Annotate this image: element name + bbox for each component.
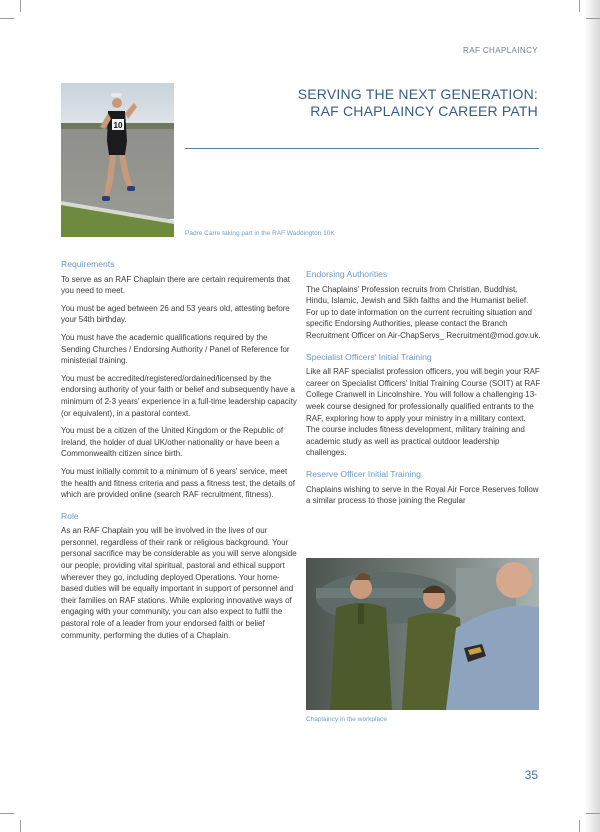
- crop-mark: [0, 813, 14, 814]
- runner-photo: [61, 83, 174, 237]
- bib-number: 10: [113, 121, 123, 130]
- page-title: [208, 86, 538, 120]
- crop-mark: [579, 0, 580, 12]
- crop-mark: [0, 18, 14, 19]
- requirements-paragraph: You must be aged between 26 and 53 years old, attesting before your 54th birthday.: [61, 303, 290, 325]
- crop-mark: [20, 0, 21, 12]
- requirements-paragraph: To serve as an RAF Chaplain there are certain requirements that you need to meet.: [61, 274, 291, 296]
- runner-photo-caption: Padre Carre taking part in the RAF Waddington 10K: [185, 230, 335, 237]
- reserve-paragraph: Chaplains wishing to serve in the Royal Air Force Reserves follow a similar process to those joining the Regular: [306, 484, 539, 506]
- specialist-heading: Specialist Officers' Initial Training: [306, 351, 432, 362]
- page-number: 35: [524, 768, 538, 782]
- right-column: [306, 269, 541, 513]
- requirements-paragraph: You must have the academic qualifications required by the Sending Churches / Endorsing Authority / Panel of Reference for ministerial training.: [61, 332, 290, 366]
- requirements-paragraph: You must be accredited/registered/ordained/licensed by the endorsing authority of your faith or belief and subsequently have a minimum of 2-3 years' experience in a full-time leadership capacity (or equivalent), in a pastoral context.: [61, 373, 297, 418]
- workplace-photo: [306, 558, 539, 710]
- page-title-line2: RAF CHAPLAINCY CAREER PATH: [310, 103, 538, 119]
- endorsing-heading: Endorsing Authorities: [306, 269, 388, 279]
- specialist-paragraph: Like all RAF specialist profession officers, you will begin your RAF career on Specialist Officers' Initial Training Course (SOIT) at RAF College Cranwell in Lincolnshire. You will follow a challenging 13-week course designed for professionally qualified entrants to the RAF, exploring how to apply your ministry in a military context. The course includes fitness development, military training and academic study as well as practical outdoor leadership challenges.: [306, 367, 541, 458]
- reserve-heading: Reserve Officer Initial Training: [306, 468, 421, 479]
- requirements-paragraph: You must initially commit to a minimum of 6 years' service, meet the health and fitness criteria and pass a fitness test, the details of which are provided online (search RAF recruitment, fitness).: [61, 466, 295, 500]
- requirements-heading: Requirements: [61, 259, 115, 269]
- crop-mark: [579, 820, 580, 832]
- left-column: [61, 259, 298, 647]
- role-paragraph: As an RAF Chaplain you will be involved in the lives of our personnel, regardless of their rank or religious background. Your personal sacrifice may be considerable as you will serve alongside our people, providing vital spiritual, pastoral and ethical support wherever they go, including deployed Operations. Your home-based duties will be equally important in support of personnel and their families on RAF stations. While exploring innovative ways of engaging with your community, you can also expect to fulfil the pastoral role of a leader from your endorsed faith or belief community, performing the duties of a Chaplain.: [61, 526, 297, 640]
- page-title-line1: SERVING THE NEXT GENERATION:: [297, 86, 538, 102]
- crop-mark: [586, 813, 600, 814]
- title-divider: [185, 148, 539, 149]
- role-heading: Role: [61, 510, 79, 521]
- endorsing-paragraph: The Chaplains' Profession recruits from Christian, Buddhist, Hindu, Islamic, Jewish and Sikh faiths and the Humanist belief. For up to date information on the current recruiting situation and specific Endorsing Authorities, please contact the Branch Recruitment Officer on Air-ChapServs_ Recruitment@mod.gov.uk.: [306, 284, 541, 340]
- section-label: RAF CHAPLAINCY: [463, 46, 538, 55]
- crop-mark: [586, 18, 600, 19]
- requirements-paragraph: You must be a citizen of the United Kingdom or the Republic of Ireland, the holder of dual UK/other nationality or have been a Commonwealth citizen since birth.: [61, 426, 284, 459]
- workplace-photo-caption: Chaplaincy in the workplace: [306, 716, 387, 723]
- crop-mark: [20, 820, 21, 832]
